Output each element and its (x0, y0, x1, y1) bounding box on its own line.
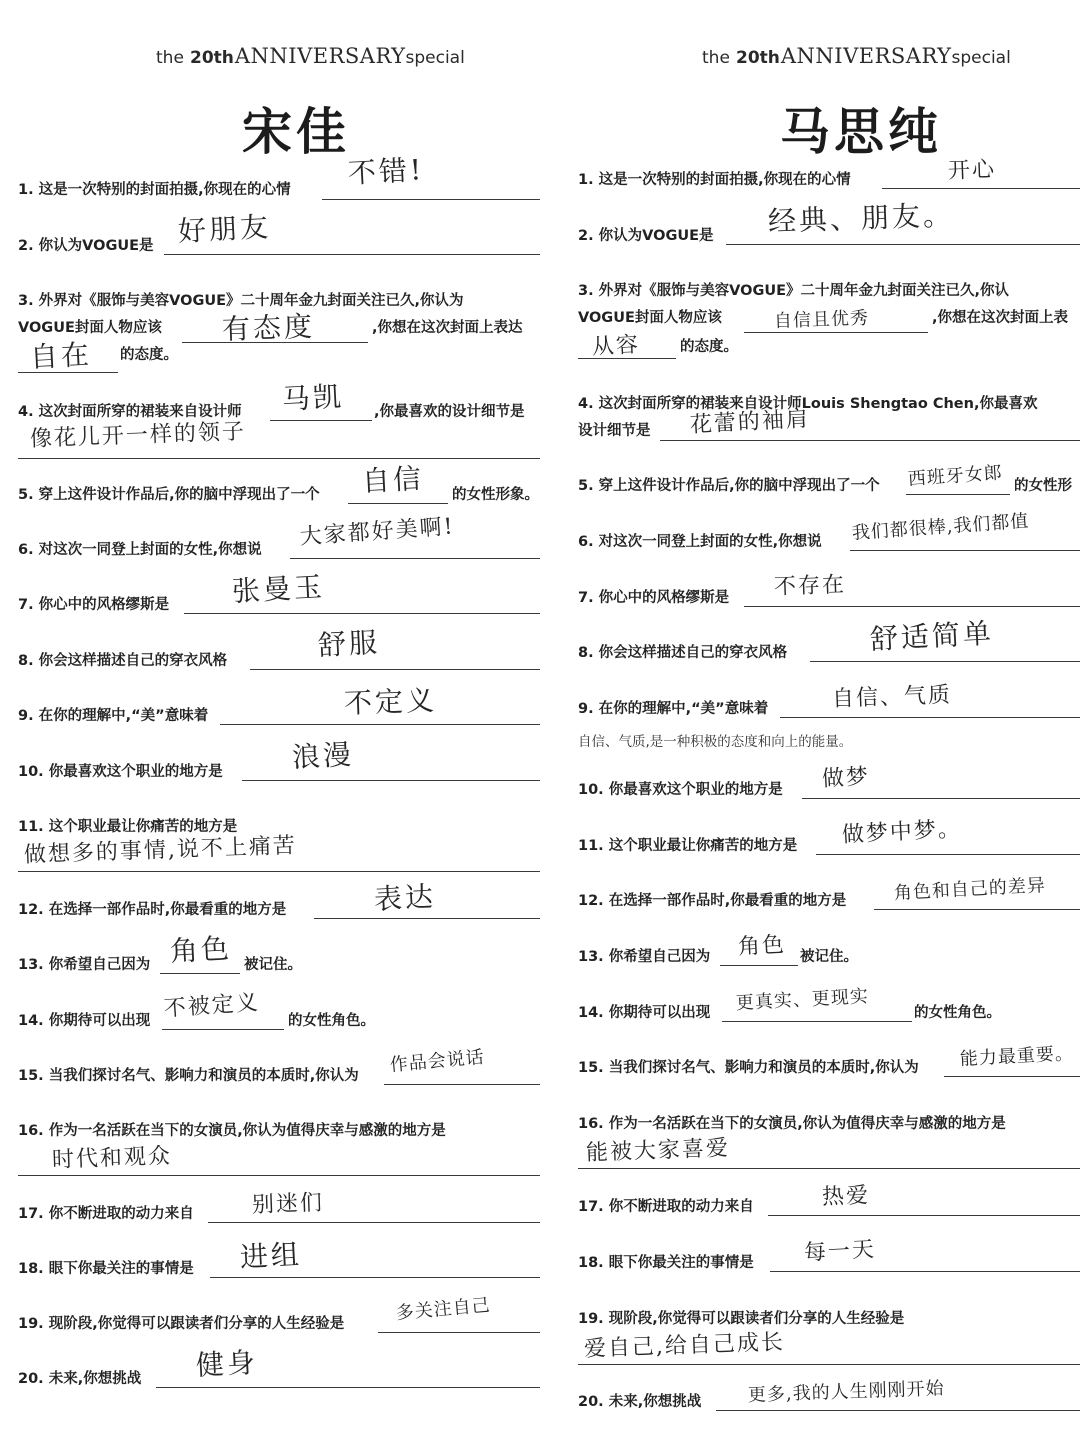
handwritten-answer-7: 张曼玉 (231, 570, 326, 608)
question-12: 12. 在选择一部作品时,你最看重的地方是 (18, 902, 287, 918)
answer-line (160, 973, 240, 974)
question-13b: 被记住。 (800, 949, 858, 965)
question-18: 18. 眼下你最关注的事情是 (578, 1255, 754, 1271)
question-3-line-2b: ,你想在这次封面上表 (932, 310, 1069, 326)
question-5: 5. 穿上这件设计作品后,你的脑中浮现出了一个 (18, 487, 320, 503)
question-3-line-2: VOGUE封面人物应该 (18, 320, 162, 336)
answer-line (378, 1332, 540, 1333)
handwritten-answer-19: 多关注自己 (395, 1294, 492, 1324)
question-14: 14. 你期待可以出现 (578, 1005, 711, 1021)
answer-line (164, 254, 540, 255)
handwritten-answer-17: 别迷们 (251, 1190, 325, 1218)
answer-line (322, 199, 540, 200)
handwritten-answer-14: 更真实、更现实 (735, 986, 870, 1014)
question-11: 11. 这个职业最让你痛苦的地方是 (578, 838, 798, 854)
handwritten-answer-16: 时代和观众 (51, 1143, 173, 1173)
masthead-anniversary: ANNIVERSARY (780, 44, 952, 68)
question-8: 8. 你会这样描述自己的穿衣风格 (578, 645, 788, 661)
questionnaire-page-right (560, 0, 1080, 1440)
answer-line (722, 1021, 912, 1022)
handwritten-answer-5: 西班牙女郎 (907, 462, 1004, 490)
handwritten-answer-6: 我们都很棒,我们都值 (851, 510, 1030, 544)
question-3-line-1: 3. 外界对《服饰与美容VOGUE》二十周年金九封面关注已久,你认为 (18, 293, 464, 309)
handwritten-answer-14: 不被定义 (163, 990, 261, 1022)
handwritten-answer-5: 自信 (361, 461, 425, 498)
answer-line (578, 1168, 1080, 1169)
answer-line (770, 1271, 1080, 1272)
handwritten-answer-3b: 从容 (591, 332, 641, 360)
question-18: 18. 眼下你最关注的事情是 (18, 1261, 194, 1277)
handwritten-answer-13: 角色 (737, 932, 787, 960)
question-13: 13. 你希望自己因为 (18, 957, 151, 973)
answer-line (810, 661, 1080, 662)
handwritten-answer-16: 能被大家喜爱 (585, 1135, 731, 1166)
question-20: 20. 未来,你想挑战 (18, 1371, 142, 1387)
question-12: 12. 在选择一部作品时,你最看重的地方是 (578, 893, 847, 909)
question-8: 8. 你会这样描述自己的穿衣风格 (18, 653, 228, 669)
handwritten-answer-9: 自信、气质 (831, 682, 953, 712)
anniversary-masthead (156, 44, 465, 68)
page-gutter (548, 0, 560, 1440)
handwritten-answer-4b: 像花儿开一样的领子 (29, 419, 247, 452)
answer-line (744, 606, 1080, 607)
question-13b: 被记住。 (244, 957, 302, 973)
question-4-line-2: 设计细节是 (578, 423, 651, 439)
handwritten-answer-18: 每一天 (803, 1237, 877, 1266)
question-2: 2. 你认为VOGUE是 (578, 228, 714, 244)
question-14: 14. 你期待可以出现 (18, 1013, 151, 1029)
question-19: 19. 现阶段,你觉得可以跟读者们分享的人生经验是 (18, 1316, 345, 1332)
handwritten-answer-2: 经典、朋友。 (767, 198, 955, 238)
handwritten-answer-15: 作品会说话 (389, 1046, 486, 1076)
handwritten-answer-2: 好朋友 (177, 210, 272, 248)
question-2: 2. 你认为VOGUE是 (18, 238, 154, 254)
answer-line (882, 188, 1080, 189)
answer-line (18, 458, 540, 459)
handwritten-answer-17: 热爱 (821, 1183, 871, 1210)
handwritten-answer-10: 做梦 (821, 764, 871, 792)
handwritten-answer-10: 浪漫 (291, 737, 355, 774)
question-1: 1. 这是一次特别的封面拍摄,你现在的心情 (578, 172, 851, 188)
question-14b: 的女性角色。 (288, 1013, 375, 1029)
question-11: 11. 这个职业最让你痛苦的地方是 (18, 819, 238, 835)
question-6: 6. 对这次一同登上封面的女性,你想说 (18, 542, 262, 558)
masthead-special: special (405, 48, 465, 68)
question-7: 7. 你心中的风格缪斯是 (578, 590, 730, 606)
handwritten-answer-9: 不定义 (343, 683, 438, 720)
answer-line (250, 669, 540, 670)
question-17: 17. 你不断进取的动力来自 (578, 1199, 754, 1215)
question-3-line-3: 的态度。 (680, 339, 738, 355)
handwritten-answer-8: 舒适简单 (869, 616, 995, 656)
handwritten-answer-19: 爱自己,给自己成长 (583, 1329, 786, 1362)
question-1: 1. 这是一次特别的封面拍摄,你现在的心情 (18, 182, 291, 198)
handwritten-answer-3b: 自在 (29, 337, 93, 374)
handwritten-answer-18: 进组 (239, 1237, 303, 1274)
question-15: 15. 当我们探讨名气、影响力和演员的本质时,你认为 (578, 1060, 919, 1076)
question-3-line-1: 3. 外界对《服饰与美容VOGUE》二十周年金九封面关注已久,你认 (578, 283, 1010, 299)
question-9: 9. 在你的理解中,“美”意味着 (578, 701, 769, 717)
answer-line (348, 503, 448, 504)
question-14b: 的女性角色。 (914, 1005, 1001, 1021)
answer-line (720, 965, 798, 966)
handwritten-answer-8: 舒服 (317, 625, 381, 662)
question-7: 7. 你心中的风格缪斯是 (18, 597, 170, 613)
handwritten-answer-12: 表达 (373, 879, 437, 916)
handwritten-answer-15: 能力最重要。 (959, 1043, 1075, 1070)
anniversary-masthead (702, 44, 1011, 68)
answer-line (850, 550, 1080, 551)
question-3-line-3: 的态度。 (120, 347, 178, 363)
answer-9-typed-note: 自信、气质,是一种积极的态度和向上的能量。 (578, 734, 853, 750)
respondent-name: 马思纯 (780, 102, 942, 161)
answer-line (162, 1029, 284, 1030)
handwritten-answer-3a: 自信且优秀 (773, 307, 870, 332)
question-10: 10. 你最喜欢这个职业的地方是 (578, 782, 783, 798)
handwritten-answer-12: 角色和自己的差异 (893, 875, 1047, 904)
question-5b: 的女性形象。 (452, 487, 539, 503)
question-9: 9. 在你的理解中,“美”意味着 (18, 708, 209, 724)
question-3-line-2: VOGUE封面人物应该 (578, 310, 722, 326)
handwritten-answer-11: 做想多的事情,说不上痛苦 (23, 833, 298, 868)
question-4-line-1: 4. 这次封面所穿的裙装来自设计师 (18, 404, 242, 420)
masthead-number: 20th (190, 48, 234, 68)
answer-line (220, 724, 540, 725)
masthead-the: the (702, 48, 730, 68)
question-6: 6. 对这次一同登上封面的女性,你想说 (578, 534, 822, 550)
answer-line (384, 1084, 540, 1085)
handwritten-answer-1: 不错! (347, 153, 425, 190)
answer-line (242, 780, 540, 781)
answer-line (780, 717, 1080, 718)
answer-line (314, 918, 540, 919)
question-16: 16. 作为一名活跃在当下的女演员,你认为值得庆幸与感激的地方是 (578, 1116, 1006, 1132)
answer-line (208, 1222, 540, 1223)
answer-line (18, 871, 540, 872)
answer-line (290, 558, 540, 559)
handwritten-answer-13: 角色 (169, 931, 233, 968)
question-4-line-1b: ,你最喜欢的设计细节是 (374, 404, 525, 420)
question-4-line-1: 4. 这次封面所穿的裙装来自设计师Louis Shengtao Chen,你最喜欢 (578, 396, 1038, 412)
question-20: 20. 未来,你想挑战 (578, 1394, 702, 1410)
handwritten-answer-4: 花蕾的袖肩 (689, 406, 811, 438)
answer-line (210, 1277, 540, 1278)
handwritten-answer-20: 更多,我的人生刚刚开始 (747, 1378, 945, 1406)
answer-line (270, 420, 372, 421)
handwritten-answer-11: 做梦中梦。 (841, 816, 963, 848)
masthead-the: the (156, 48, 184, 68)
question-10: 10. 你最喜欢这个职业的地方是 (18, 764, 223, 780)
question-19: 19. 现阶段,你觉得可以跟读者们分享的人生经验是 (578, 1311, 905, 1327)
answer-line (802, 798, 1080, 799)
handwritten-answer-1: 开心 (947, 157, 997, 184)
handwritten-answer-7: 不存在 (773, 572, 847, 600)
answer-line (944, 1076, 1080, 1077)
masthead-special: special (951, 48, 1011, 68)
question-3-line-2b: ,你想在这次封面上表达 (372, 320, 523, 336)
question-17: 17. 你不断进取的动力来自 (18, 1206, 194, 1222)
question-5: 5. 穿上这件设计作品后,你的脑中浮现出了一个 (578, 478, 880, 494)
question-13: 13. 你希望自己因为 (578, 949, 711, 965)
handwritten-answer-3a: 有态度 (221, 309, 316, 346)
masthead-anniversary: ANNIVERSARY (234, 44, 406, 68)
answer-line (184, 613, 540, 614)
question-5b: 的女性形 (1014, 478, 1072, 494)
answer-line (726, 244, 1080, 245)
answer-line (816, 854, 1080, 855)
answer-line (578, 1364, 1080, 1365)
answer-line (768, 1215, 1080, 1216)
question-15: 15. 当我们探讨名气、影响力和演员的本质时,你认为 (18, 1068, 359, 1084)
question-16: 16. 作为一名活跃在当下的女演员,你认为值得庆幸与感激的地方是 (18, 1123, 446, 1139)
handwritten-answer-4a: 马凯 (281, 379, 345, 416)
masthead-number: 20th (736, 48, 780, 68)
handwritten-answer-20: 健身 (195, 1345, 259, 1382)
respondent-name: 宋佳 (242, 102, 350, 161)
answer-line (156, 1387, 540, 1388)
handwritten-answer-6: 大家都好美啊! (299, 514, 456, 550)
